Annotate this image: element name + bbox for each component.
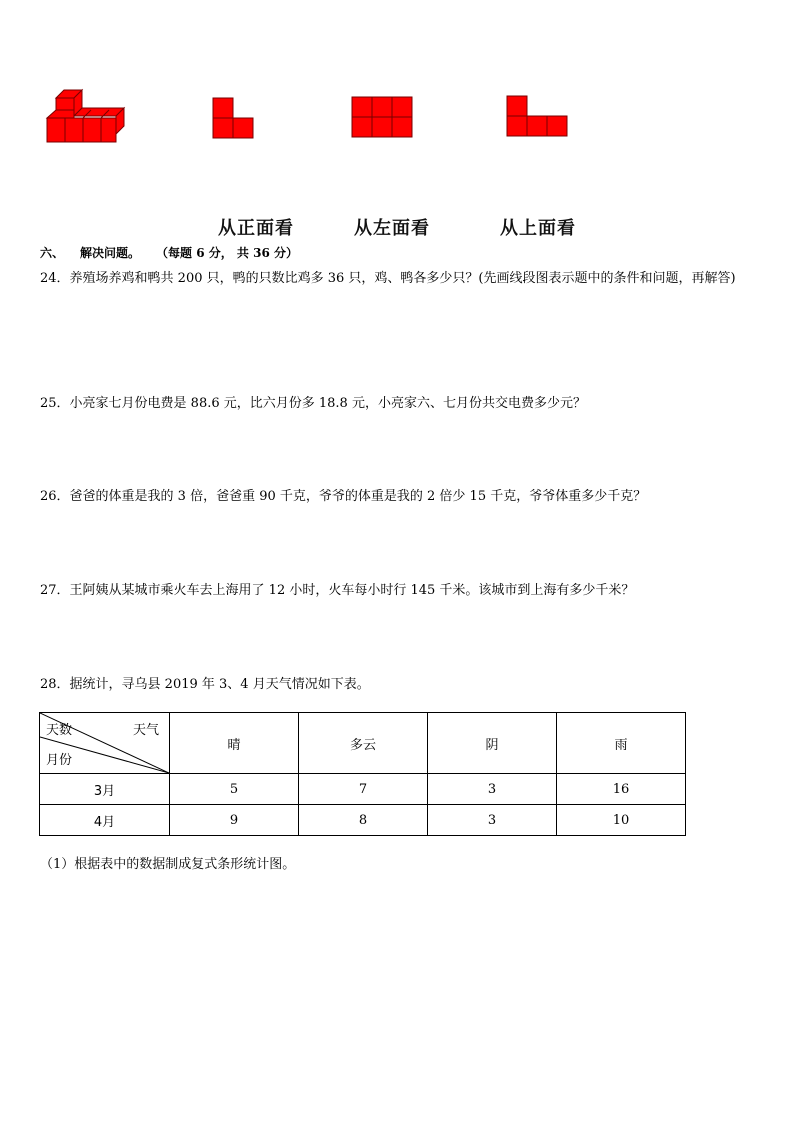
table-cell: 16: [557, 774, 686, 805]
column-header: 雨: [557, 713, 686, 774]
table-cell: 8: [299, 805, 428, 836]
table-cell: 3: [428, 805, 557, 836]
row-header: 4月: [40, 805, 170, 836]
section-heading: [40, 244, 298, 261]
table-cell: 9: [170, 805, 299, 836]
corner-month-label: 月份: [46, 753, 73, 768]
section-number: 六、: [40, 246, 65, 260]
column-header: 阴: [428, 713, 557, 774]
table-row: [40, 805, 686, 836]
view-label-left: 从左面看: [354, 218, 430, 239]
front-view-figure: [212, 97, 256, 139]
table-cell: 10: [557, 805, 686, 836]
table-corner-cell: [40, 713, 170, 774]
solid-figure: [44, 84, 128, 146]
weather-table: [39, 712, 686, 836]
table-cell: 7: [299, 774, 428, 805]
column-header: 多云: [299, 713, 428, 774]
corner-days-label: 天数: [46, 723, 73, 738]
view-label-front: 从正面看: [218, 218, 294, 239]
question-24: 24．养殖场养鸡和鸭共 200 只，鸭的只数比鸡多 36 只，鸡、鸭各多少只？(先画线段图表示题中的条件和问题，再解答): [40, 271, 736, 286]
question-26: 26．爸爸的体重是我的 3 倍，爸爸重 90 千克，爷爷的体重是我的 2 倍少 15 千克，爷爷体重多少千克？: [40, 489, 647, 504]
section-score: （每题 6 分， 共 36 分）: [156, 246, 298, 260]
view-label-top: 从上面看: [500, 218, 576, 239]
table-header-row: [40, 713, 686, 774]
table-row: [40, 774, 686, 805]
question-25: 25．小亮家七月份电费是 88.6 元，比六月份多 18.8 元，小亮家六、七月份共交电费多少元？: [40, 396, 586, 411]
section-title: 解决问题。: [80, 246, 141, 260]
question-28: 28．据统计，寻乌县 2019 年 3、4 月天气情况如下表。: [40, 677, 370, 692]
row-header: 3月: [40, 774, 170, 805]
top-view-figure: [506, 95, 568, 137]
subquestion-1: （1）根据表中的数据制成复式条形统计图。: [40, 857, 296, 872]
question-27: 27．王阿姨从某城市乘火车去上海用了 12 小时，火车每小时行 145 千米。该城市到上海有多少千米？: [40, 583, 635, 598]
table-cell: 5: [170, 774, 299, 805]
table-cell: 3: [428, 774, 557, 805]
left-view-figure: [351, 96, 413, 138]
corner-weather-label: 天气: [132, 723, 159, 738]
column-header: 晴: [170, 713, 299, 774]
